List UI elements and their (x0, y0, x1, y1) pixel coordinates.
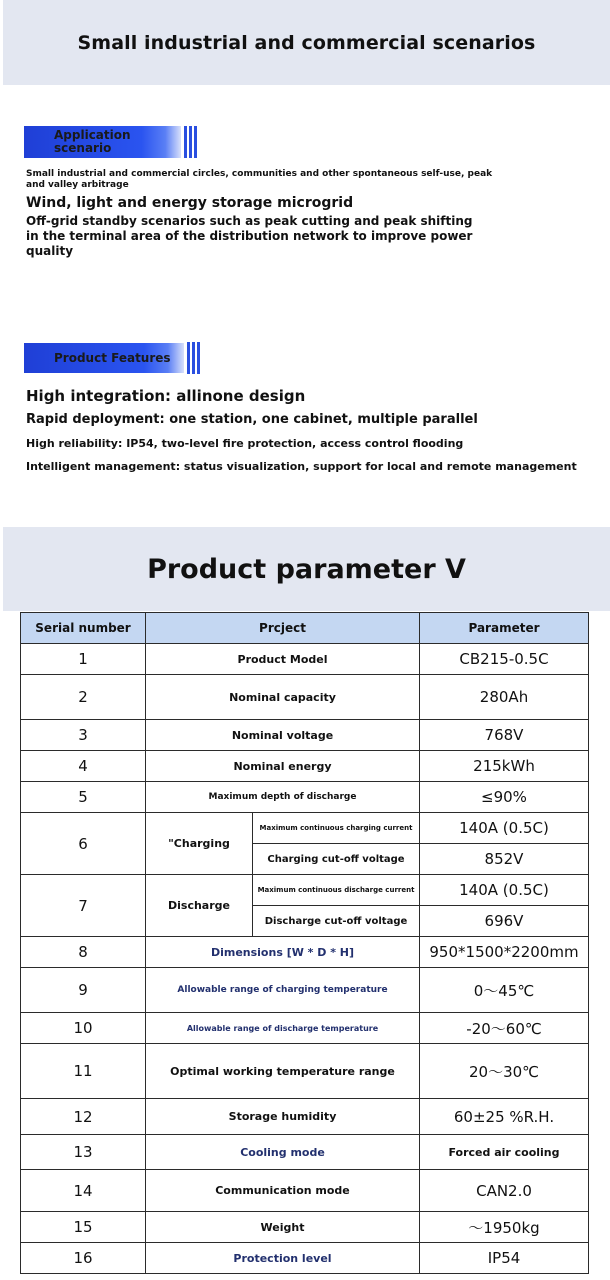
application-line-2: Wind, light and energy storage microgrid (26, 195, 354, 211)
table-row (21, 644, 589, 675)
serial-cell: 10 (21, 1013, 146, 1044)
header-serial-number: Serial number (21, 613, 146, 644)
tag-label: Product Features (24, 343, 184, 373)
table-row (21, 782, 589, 813)
project-sub-cell: Charging cut-off voltage (253, 844, 420, 875)
table-row (21, 1135, 589, 1170)
table-row (21, 937, 589, 968)
project-cell: Allowable range of charging temperature (146, 968, 420, 1013)
project-cell: Nominal capacity (146, 675, 420, 720)
serial-cell: 7 (21, 875, 146, 937)
table-row (21, 1099, 589, 1135)
value-cell: IP54 (420, 1243, 589, 1274)
table-row (21, 968, 589, 1013)
project-cell: Weight (146, 1212, 420, 1243)
section-header-parameters (3, 527, 610, 611)
table-row (21, 675, 589, 720)
project-cell: Cooling mode (146, 1135, 420, 1170)
value-cell: 140A (0.5C) (420, 875, 589, 906)
project-group-cell: Discharge (146, 875, 253, 937)
value-cell: 852V (420, 844, 589, 875)
table-row (21, 813, 589, 844)
tag-label: Application scenario (24, 126, 181, 158)
serial-cell: 14 (21, 1170, 146, 1212)
application-scenario-tag (24, 126, 197, 158)
value-cell: 140A (0.5C) (420, 813, 589, 844)
value-cell: 20～30℃ (420, 1044, 589, 1099)
project-group-cell: "Charging (146, 813, 253, 875)
project-cell: Nominal voltage (146, 720, 420, 751)
value-cell: 280Ah (420, 675, 589, 720)
value-cell: 768V (420, 720, 589, 751)
project-cell: Dimensions [W * D * H] (146, 937, 420, 968)
tag-bars-decoration (184, 126, 197, 158)
feature-item: Rapid deployment: one station, one cabinet, multiple parallel (26, 412, 478, 427)
feature-item: Intelligent management: status visualization, support for local and remote management (26, 460, 577, 473)
serial-cell: 13 (21, 1135, 146, 1170)
value-cell: CB215-0.5C (420, 644, 589, 675)
application-line-3: Off-grid standby scenarios such as peak cutting and peak shifting in the terminal area of the distribution network to improve power quality (26, 214, 473, 258)
value-cell: Forced air cooling (420, 1135, 589, 1170)
table-row (21, 1243, 589, 1274)
value-cell: 60±25 %R.H. (420, 1099, 589, 1135)
project-cell: Allowable range of discharge temperature (146, 1013, 420, 1044)
parameter-table (20, 612, 589, 1274)
serial-cell: 8 (21, 937, 146, 968)
project-cell: Optimal working temperature range (146, 1044, 420, 1099)
section-title: Product parameter V (147, 553, 466, 585)
project-cell: Protection level (146, 1243, 420, 1274)
application-line-1: Small industrial and commercial circles, communities and other spontaneous self-use, peak and valley arbitrage (26, 169, 493, 190)
table-row (21, 1212, 589, 1243)
serial-cell: 3 (21, 720, 146, 751)
project-cell: Storage humidity (146, 1099, 420, 1135)
table-row (21, 751, 589, 782)
tag-bars-decoration (187, 342, 200, 374)
serial-cell: 2 (21, 675, 146, 720)
product-features-tag (24, 342, 200, 374)
serial-cell: 1 (21, 644, 146, 675)
header-parameter: Parameter (420, 613, 589, 644)
table-header-row (21, 613, 589, 644)
feature-item: High reliability: IP54, two-level fire protection, access control flooding (26, 437, 464, 450)
serial-cell: 4 (21, 751, 146, 782)
project-sub-cell: Maximum continuous discharge current (253, 875, 420, 906)
project-cell: Nominal energy (146, 751, 420, 782)
table-row (21, 1013, 589, 1044)
value-cell: CAN2.0 (420, 1170, 589, 1212)
project-cell: Maximum depth of discharge (146, 782, 420, 813)
serial-cell: 6 (21, 813, 146, 875)
value-cell: 0～45℃ (420, 968, 589, 1013)
project-sub-cell: Maximum continuous charging current (253, 813, 420, 844)
value-cell: 950*1500*2200mm (420, 937, 589, 968)
table-row (21, 720, 589, 751)
header-project: Prcject (146, 613, 420, 644)
section-title: Small industrial and commercial scenarios (77, 31, 536, 54)
serial-cell: 9 (21, 968, 146, 1013)
project-sub-cell: Discharge cut-off voltage (253, 906, 420, 937)
serial-cell: 11 (21, 1044, 146, 1099)
feature-item: High integration: allinone design (26, 387, 306, 405)
serial-cell: 16 (21, 1243, 146, 1274)
serial-cell: 15 (21, 1212, 146, 1243)
value-cell: ≤90% (420, 782, 589, 813)
table-row (21, 875, 589, 906)
table-row (21, 1044, 589, 1099)
project-cell: Communication mode (146, 1170, 420, 1212)
project-cell: Product Model (146, 644, 420, 675)
value-cell: ～1950kg (420, 1212, 589, 1243)
value-cell: -20～60℃ (420, 1013, 589, 1044)
value-cell: 696V (420, 906, 589, 937)
serial-cell: 12 (21, 1099, 146, 1135)
section-header-scenarios (3, 0, 610, 85)
serial-cell: 5 (21, 782, 146, 813)
value-cell: 215kWh (420, 751, 589, 782)
table-row (21, 1170, 589, 1212)
